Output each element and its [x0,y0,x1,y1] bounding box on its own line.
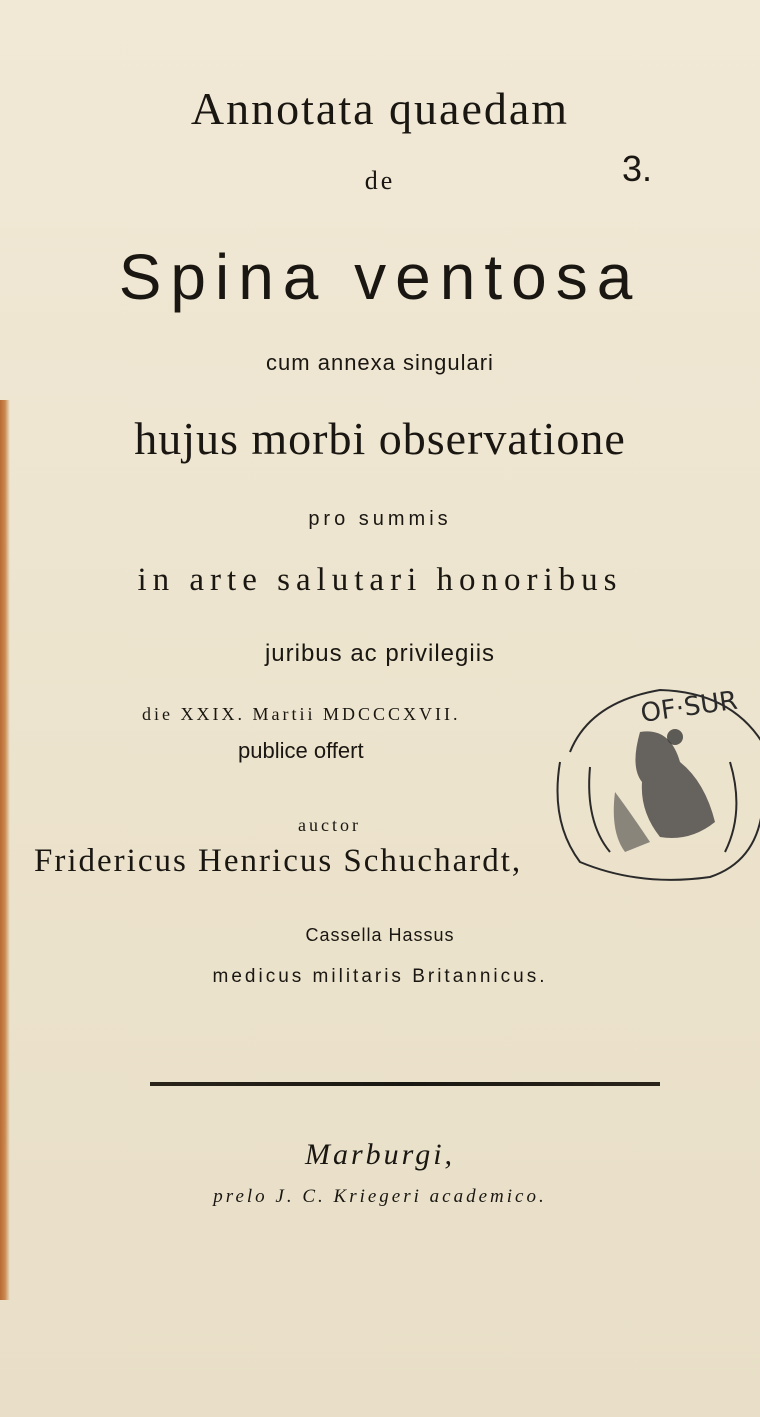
eagle-seal-icon [530,672,760,890]
author-role: medicus militaris Britannicus. [212,966,548,987]
purpose-line-2: in arte salutari honoribus [137,562,623,598]
subtitle-line: cum annexa singulari [266,350,494,375]
svg-text:OF·SUR: OF·SUR [638,685,740,729]
main-title: Spina ventosa [118,241,642,313]
offer-line: publice offert [238,738,364,763]
page-number: 3. [622,148,653,189]
title-line-1: Annotata quaedam [190,83,570,134]
library-stamp [530,672,760,895]
divider-rule [150,1082,660,1086]
date-line: die XXIX. Martii MDCCCXVII. [142,704,461,724]
imprint-place: Marburgi, [304,1138,456,1171]
purpose-line-1: pro summis [308,508,452,530]
title-line-2: de [364,166,396,195]
author-origin: Cassella Hassus [305,925,455,945]
purpose-line-3: juribus ac privilegiis [264,640,496,667]
author-name: Fridericus Henricus Schuchardt, [34,843,523,879]
subtitle-main: hujus morbi observatione [134,413,626,464]
imprint-printer: prelo J. C. Kriegeri academico. [213,1186,547,1207]
auctor-line: auctor [298,815,361,835]
